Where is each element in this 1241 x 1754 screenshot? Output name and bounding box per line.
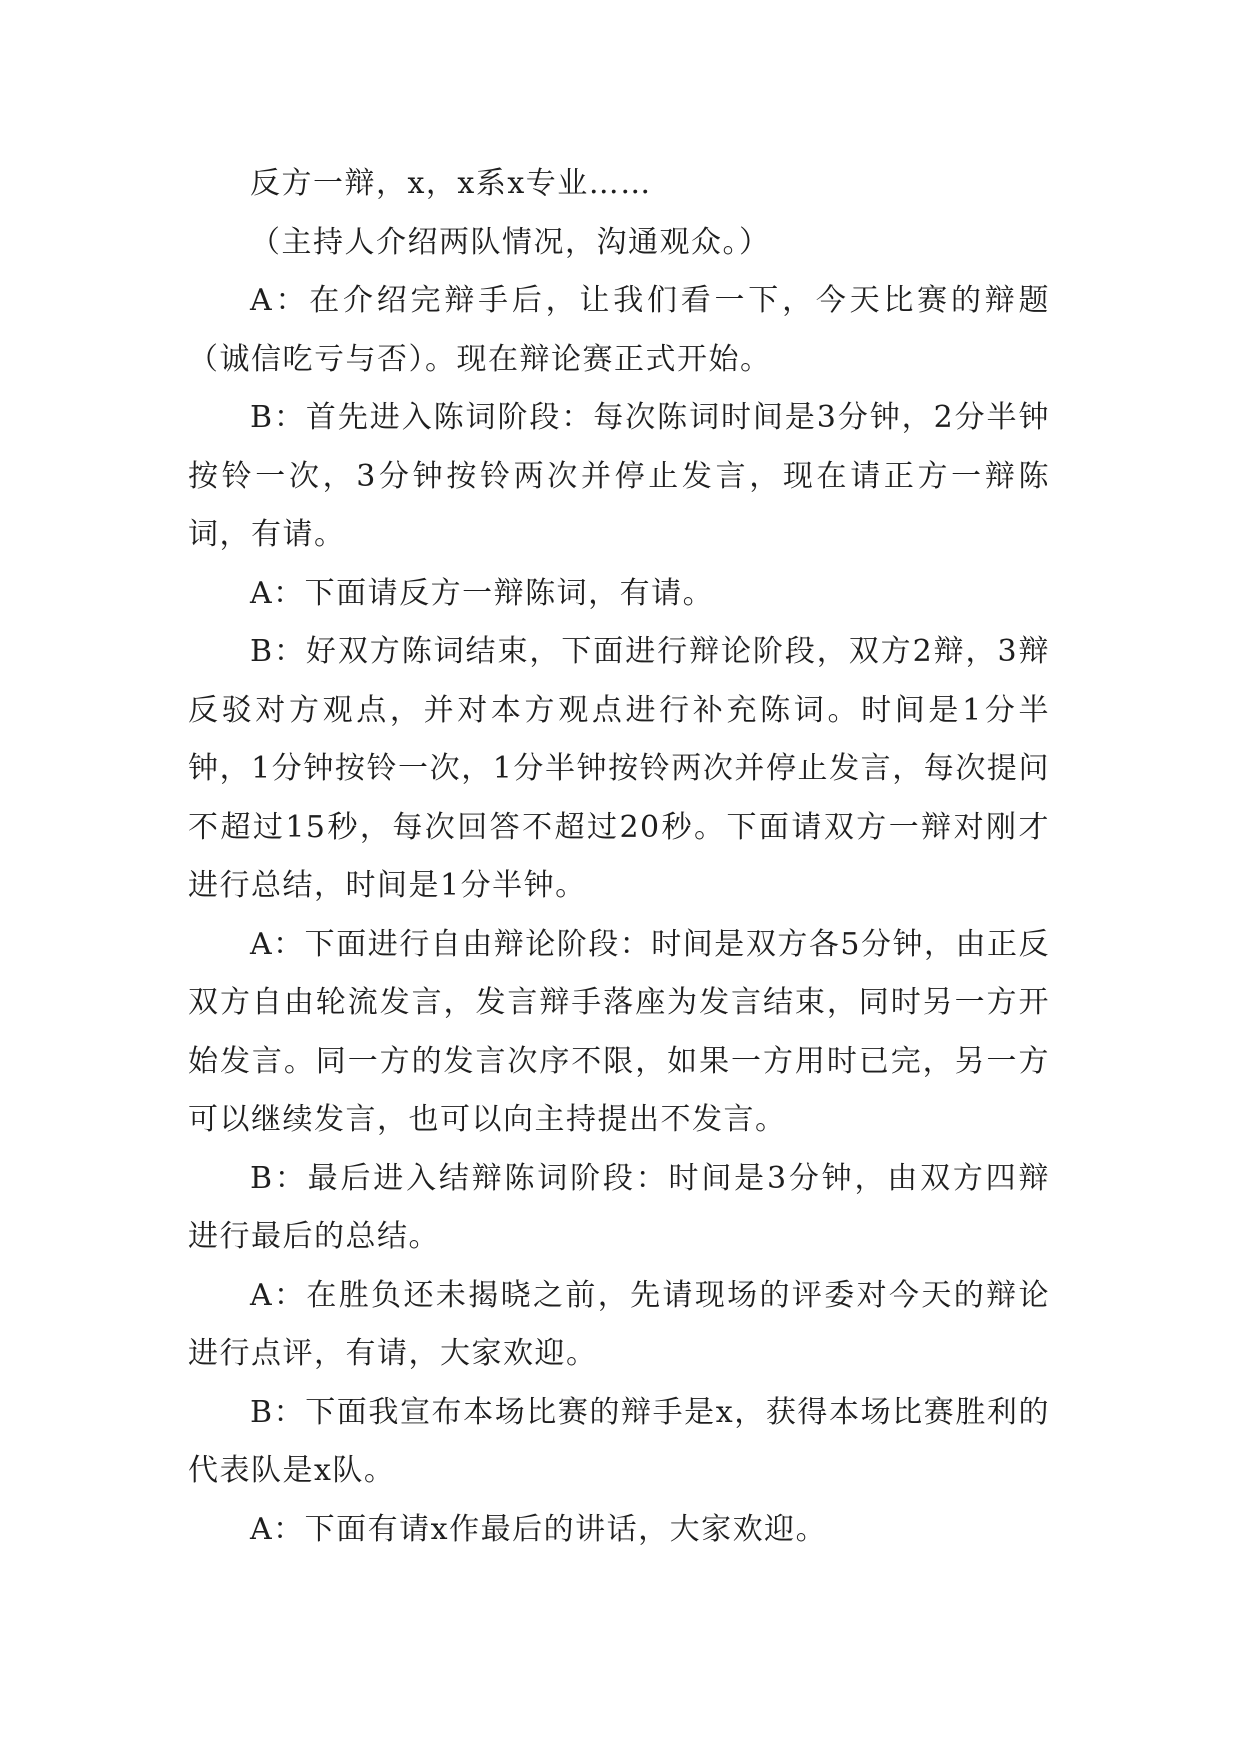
paragraph-host-a-topic: A：在介绍完辩手后，让我们看一下，今天比赛的辩题（诚信吃亏与否）。现在辩论赛正式开始。 — [188, 283, 1050, 377]
paragraph-host-b-results: B：下面我宣布本场比赛的辩手是x，获得本场比赛胜利的代表队是x队。 — [188, 1394, 1050, 1488]
paragraph-host-a-opponent-statement: A：下面请反方一辩陈词，有请。 — [250, 575, 715, 611]
paragraph-host-b-debate-phase: B：好双方陈词结束，下面进行辩论阶段，双方2辩，3辩反驳对方观点，并对本方观点进行补充陈词。时间是1分半钟，1分钟按铃一次，1分半钟按铃两次并停止发言，每次提问不超过15秒，每次回答不超过20秒。下面请双方一辩对刚才进行总结，时间是1分半钟。 — [188, 634, 1050, 903]
paragraph-host-b-opening-statements: B：首先进入陈词阶段：每次陈词时间是3分钟，2分半钟按铃一次，3分钟按铃两次并停止发言，现在请正方一辩陈词，有请。 — [188, 400, 1050, 552]
paragraph-host-a-judges-review: A：在胜负还未揭晓之前，先请现场的评委对今天的辩论进行点评，有请，大家欢迎。 — [188, 1277, 1050, 1371]
paragraph-opponent-first-debater: 反方一辩，x，x系x专业…… — [250, 166, 652, 201]
document-body — [188, 155, 1050, 1559]
paragraph-host-a-free-debate: A：下面进行自由辩论阶段：时间是双方各5分钟，由正反双方自由轮流发言，发言辩手落座为发言结束，同时另一方开始发言。同一方的发言次序不限，如果一方用时已完，另一方可以继续发言，也可以向主持提出不发言。 — [188, 926, 1050, 1137]
paragraph-host-a-final-speech: A：下面有请x作最后的讲话，大家欢迎。 — [250, 1511, 828, 1547]
paragraph-host-b-closing-statements: B：最后进入结辩陈词阶段：时间是3分钟，由双方四辩进行最后的总结。 — [188, 1160, 1050, 1254]
paragraph-host-introduction-note: （主持人介绍两队情况，沟通观众。） — [250, 224, 771, 260]
